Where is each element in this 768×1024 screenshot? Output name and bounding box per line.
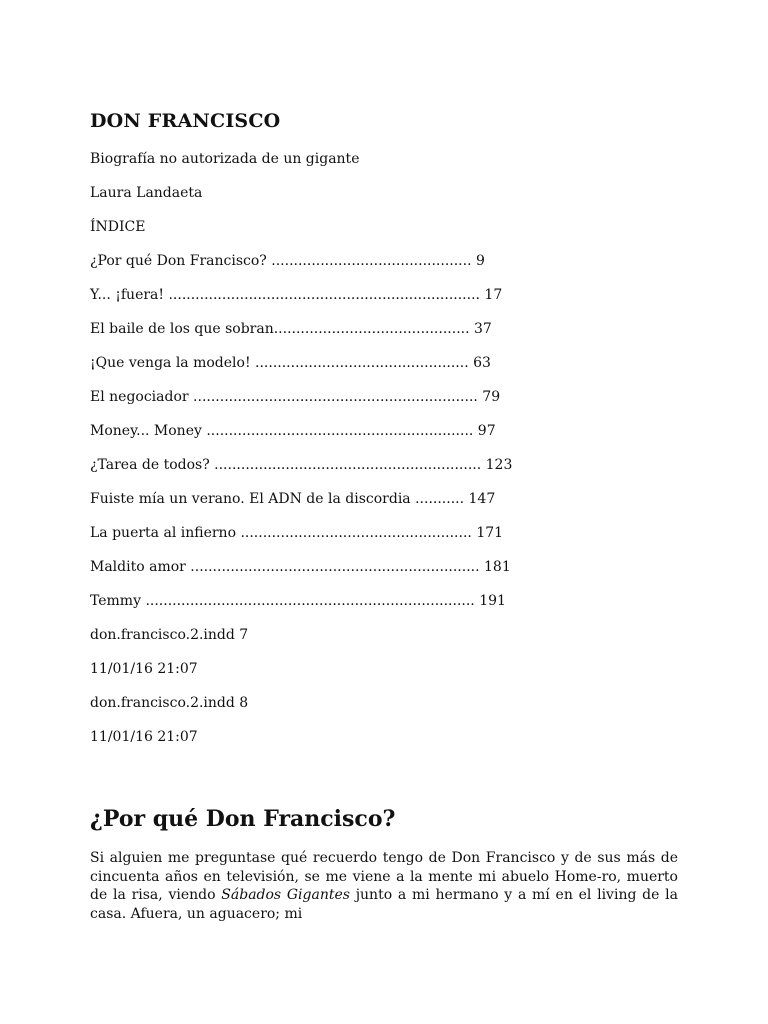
chapter-heading: ¿Por qué Don Francisco? [90,806,396,832]
chapter-paragraph [90,849,678,923]
paragraph-text: Si alguien me preguntase qué recuerdo tengo de Don Francisco y de sus más de cincuenta años en televisión, se me viene a la mente mi abuelo Home-ro, muerto de la risa, viendo [90,850,678,903]
index-heading: ÍNDICE [90,219,146,235]
toc-entry: ¿Tarea de todos? ............................................................ 123 [90,457,513,473]
book-title: DON FRANCISCO [90,110,281,132]
print-mark-filename: don.francisco.2.indd 7 [90,627,249,643]
toc-entry: El baile de los que sobran............................................ 37 [90,321,492,337]
print-mark-timestamp: 11/01/16 21:07 [90,661,198,677]
print-mark-timestamp: 11/01/16 21:07 [90,729,198,745]
toc-entry: El negociador ................................................................ 79 [90,389,501,405]
toc-entry: Y... ¡fuera! ...................................................................... 17 [90,287,503,303]
paragraph-italic-title: Sábados Gigantes [221,887,350,903]
toc-entry: Money... Money ............................................................ 97 [90,423,496,439]
print-mark-filename: don.francisco.2.indd 8 [90,695,249,711]
paragraph-text: junto a mi hermano y a mí en el living de la casa. Afuera, un aguacero; mi [90,887,678,922]
toc-entry: La puerta al infierno .................................................... 171 [90,525,504,541]
toc-entry: Temmy .......................................................................... 191 [90,593,506,609]
book-author: Laura Landaeta [90,185,203,201]
toc-entry: ¿Por qué Don Francisco? ............................................. 9 [90,253,485,269]
toc-entry: Maldito amor ................................................................. 181 [90,559,511,575]
toc-entry: Fuiste mía un verano. El ADN de la discordia ........... 147 [90,491,496,507]
book-subtitle: Biografía no autorizada de un gigante [90,151,360,167]
toc-entry: ¡Que venga la modelo! ................................................ 63 [90,355,491,371]
